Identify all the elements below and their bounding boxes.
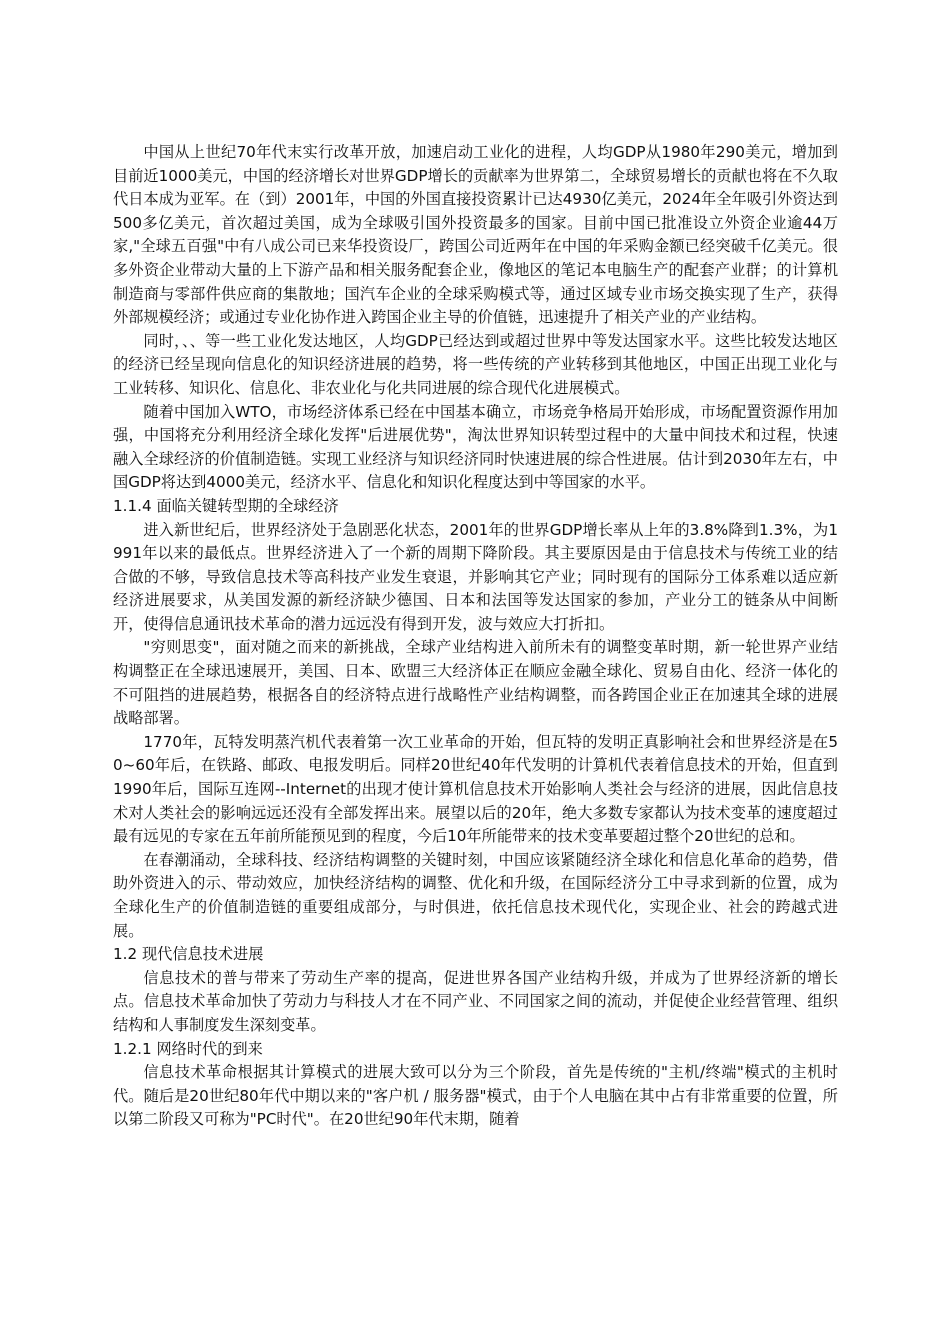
paragraph-world-economy: 进入新世纪后，世界经济处于急剧恶化状态，2001年的世界GDP增长率从上年的3.8%降到1.3%，为1991年以来的最低点。世界经济进入了一个新的周期下降阶段。其主要原因是由于信息技术与传统工业的结合做的不够，导致信息技术等高科技产业发生衰退，并影响其它产业；同时现有的国际分工体系难以适应新经济进展要求，从美国发源的新经济缺少德国、日本和法国等发达国家的参加，产业分工的链条从中间断开，使得信息通讯技术革命的潜力远远没有得到开发，波与效应大打折扣。 [113, 520, 838, 633]
paragraph-china-opportunity: 在春潮涌动，全球科技、经济结构调整的关键时刻，中国应该紧随经济全球化和信息化革命的趋势，借助外资进入的示、带动效应，加快经济结构的调整、优化和升级，在国际经济分工中寻求到新的位置，成为全球化生产的价值制造链的重要组成部分，与时俱进，依托信息技术现代化，实现企业、社会的跨越式进展。 [113, 850, 838, 940]
paragraph-wto: 随着中国加入WTO，市场经济体系已经在中国基本确立，市场竞争格局开始形成，市场配置资源作用加强，中国将充分利用经济全球化发挥"后进展优势"，淘汰世界知识转型过程中的大量中间技术和过程，快速融入全球经济的价值制造链。实现工业经济与知识经济同时快速进展的综合性进展。估计到2030年左右，中国GDP将达到4000美元，经济水平、信息化和知识化程度达到中等国家的水平。 [113, 402, 838, 492]
paragraph-industry-restructuring: "穷则思变"，面对随之而来的新挑战，全球产业结构进入前所未有的调整变革时期，新一轮世界产业结构调整正在全球迅速展开，美国、日本、欧盟三大经济体正在顺应金融全球化、贸易自由化、经济一体化的不可阻挡的进展趋势，根据各自的经济特点进行战略性产业结构调整，而各跨国企业正在加速其全球的进展战略部署。 [113, 638, 838, 728]
document-page [113, 141, 838, 1132]
section-heading-1-1-4: 1.1.4 面临关键转型期的全球经济 [113, 496, 339, 515]
section-heading-1-2: 1.2 现代信息技术进展 [113, 945, 264, 964]
section-heading-1-2-1: 1.2.1 网络时代的到来 [113, 1039, 263, 1058]
paragraph-china-reform: 中国从上世纪70年代末实行改革开放，加速启动工业化的进程，人均GDP从1980年290美元，增加到目前近1000美元，中国的经济增长对世界GDP增长的贡献率为世界第二，全球贸易增长的贡献也将在不久取代日本成为亚军。在（到）2001年，中国的外国直接投资累计已达4930亿美元，2024年全年吸引外资达到500多亿美元，首次超过美国，成为全球吸引国外投资最多的国家。目前中国已批准设立外资企业逾44万家,"全球五百强"中有八成公司已来华投资设厂，跨国公司近两年在中国的年采购金额已经突破千亿美元。很多外资企业带动大量的上下游产品和相关服务配套企业，像地区的笔记本电脑生产的配套产业群；的计算机制造商与零部件供应商的集散地；国汽车企业的全球采购模式等，通过区域专业市场交换实现了生产，获得外部规模经济；或通过专业化协作进入跨国企业主导的价值链，迅速提升了相关产业的产业结构。 [113, 143, 838, 327]
paragraph-steam-engine: 1770年，瓦特发明蒸汽机代表着第一次工业革命的开始，但瓦特的发明正真影响社会和世界经济是在50~60年后，在铁路、邮政、电报发明后。同样20世纪40年代发明的计算机代表着信息技术的开始，但直到1990年后，国际互连网--Internet的出现才使计算机信息技术开始影响人类社会与经济的进展，因此信息技术对人类社会的影响远远还没有全部发挥出来。展望以后的20年，绝大多数专家都认为技术变革的速度超过最有远见的专家在五年前所能预见到的程度，今后10年所能带来的技术变革要超过整个20世纪的总和。 [113, 732, 838, 846]
paragraph-it-productivity: 信息技术的普与带来了劳动生产率的提高，促进世界各国产业结构升级，并成为了世界经济新的增长点。信息技术革命加快了劳动力与科技人才在不同产业、不同国家之间的流动，并促使企业经营管理、组织结构和人事制度发生深刻变革。 [113, 968, 838, 1034]
paragraph-computing-eras: 信息技术革命根据其计算模式的进展大致可以分为三个阶段，首先是传统的"主机/终端"模式的主机时代。随后是20世纪80年代中期以来的"客户机 / 服务器"模式，由于个人电脑在其中占有非常重要的位置，所以第二阶段又可称为"PC时代"。在20世纪90年代末期，随着 [113, 1063, 838, 1129]
paragraph-developed-regions: 同时，、、等一些工业化发达地区，人均GDP已经达到或超过世界中等发达国家水平。这些比较发达地区的经济已经呈现向信息化的知识经济进展的趋势，将一些传统的产业转移到其他地区，中国正出现工业化与工业转移、知识化、信息化、非农业化与化共同进展的综合现代化进展模式。 [113, 331, 838, 397]
